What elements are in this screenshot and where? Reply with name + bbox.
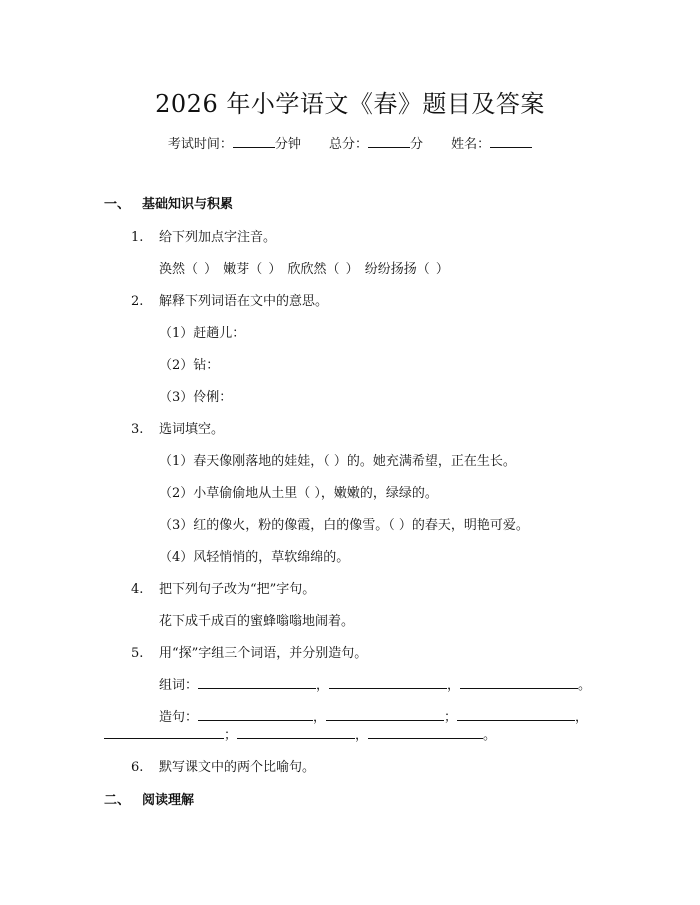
exam-meta bbox=[0, 133, 700, 152]
section-heading: 二、 阅读理解 bbox=[104, 793, 195, 808]
exam-time: 考试时间： 分钟 bbox=[167, 137, 301, 152]
question-3-item: （4）风轻悄悄的，草软绵绵的。 bbox=[159, 550, 350, 565]
score-blank bbox=[368, 136, 410, 148]
question-1-line: 涣然（ ） 嫩芽（ ） 欣欣然（ ） 纷纷扬扬（ ） bbox=[159, 262, 449, 277]
question-4: 4. 把下列句子改为“把”字句。 bbox=[131, 582, 316, 597]
zuci-line: 组词： ， ， 。 bbox=[159, 678, 592, 693]
question-3-item: （3）红的像火，粉的像霞，白的像雪。（ ）的春天，明艳可爱。 bbox=[159, 518, 529, 533]
question-1: 1. 给下列加点字注音。 bbox=[131, 230, 277, 245]
total-score: 总分： 分 bbox=[328, 137, 424, 152]
question-4-sentence: 花下成千成百的蜜蜂嗡嗡地闹着。 bbox=[159, 614, 355, 629]
answer-blank[interactable] bbox=[198, 709, 313, 721]
answer-blank[interactable] bbox=[329, 677, 447, 689]
answer-blank[interactable] bbox=[368, 727, 483, 739]
student-name: 姓名： bbox=[451, 137, 532, 152]
answer-blank[interactable] bbox=[104, 727, 224, 739]
answer-blank[interactable] bbox=[457, 709, 575, 721]
time-blank bbox=[233, 136, 275, 148]
question-2-item: （2）钻： bbox=[159, 358, 220, 373]
answer-blank[interactable] bbox=[460, 677, 578, 689]
name-blank bbox=[490, 136, 532, 148]
question-6: 6. 默写课文中的两个比喻句。 bbox=[131, 760, 316, 775]
question-3-item: （1）春天像刚落地的娃娃，（ ）的。她充满希望，正在生长。 bbox=[159, 454, 516, 469]
section-heading: 一、 基础知识与积累 bbox=[104, 197, 234, 212]
question-2: 2. 解释下列词语在文中的意思。 bbox=[131, 294, 329, 309]
question-3: 3. 选词填空。 bbox=[131, 422, 225, 437]
zaoju-line-continued: ； ， 。 bbox=[104, 724, 496, 743]
zaoju-line: 造句： ， ； ， bbox=[159, 710, 589, 725]
question-2-item: （1）赶趟儿： bbox=[159, 326, 246, 341]
question-3-item: （2）小草偷偷地从土里（ ），嫩嫩的，绿绿的。 bbox=[159, 486, 438, 501]
question-5: 5. 用“探”字组三个词语，并分别造句。 bbox=[131, 646, 368, 661]
question-2-item: （3）伶俐： bbox=[159, 390, 233, 405]
answer-blank[interactable] bbox=[237, 727, 355, 739]
page-title: 2026 年小学语文《春》题目及答案 bbox=[155, 90, 545, 118]
answer-blank[interactable] bbox=[326, 709, 444, 721]
answer-blank[interactable] bbox=[198, 677, 316, 689]
